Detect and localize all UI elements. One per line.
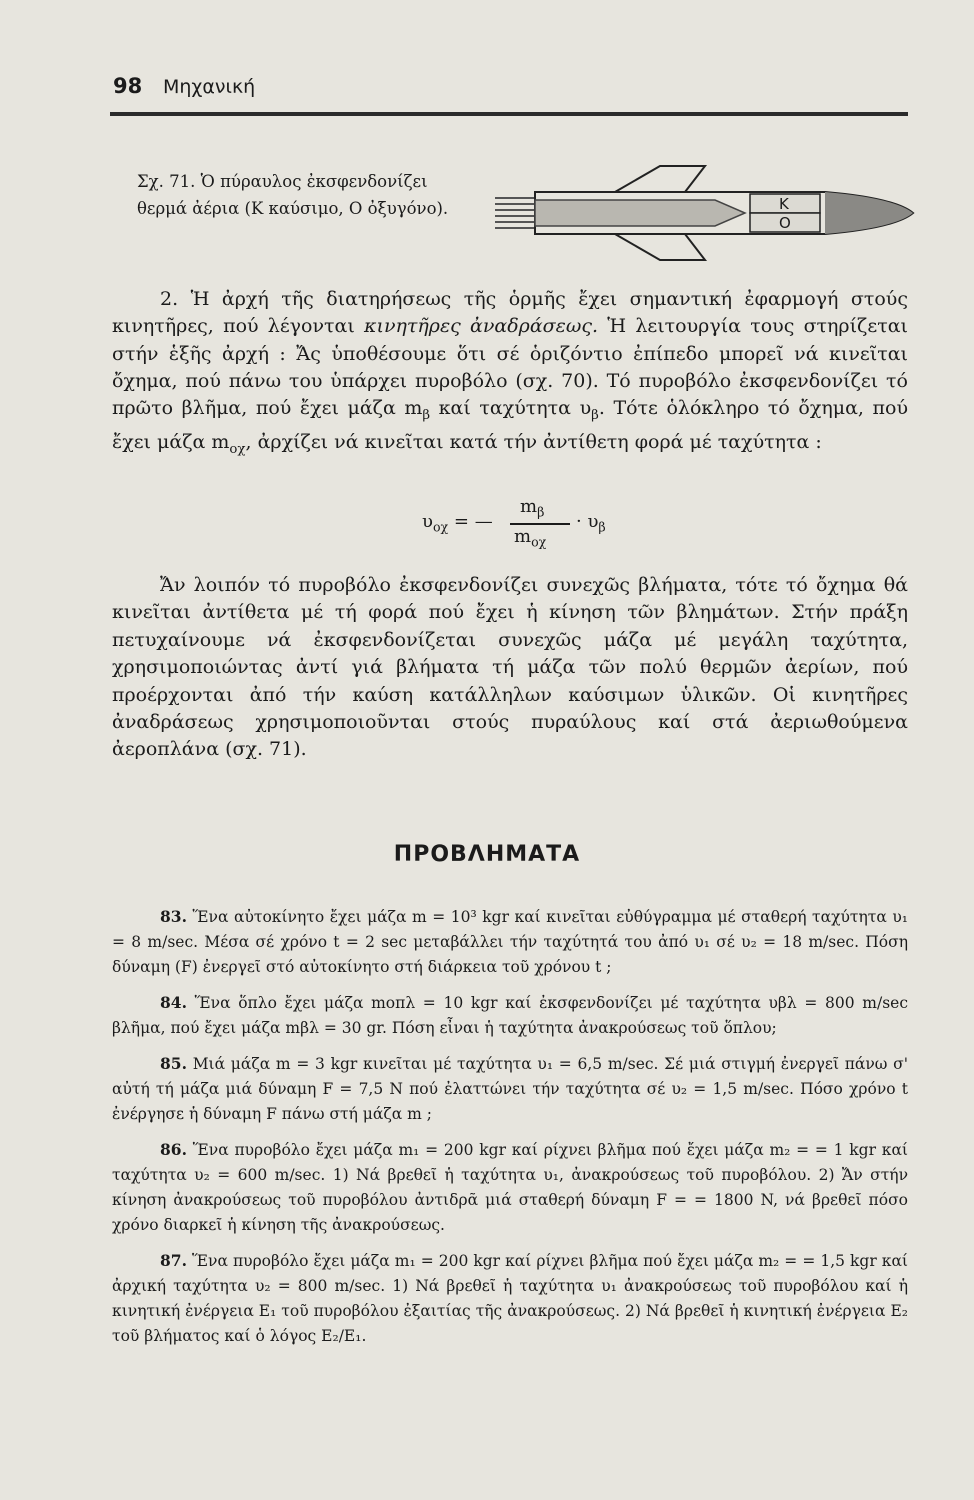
exhaust-gases — [495, 198, 535, 228]
paragraph-2-text: Ἄν λοιπόν τό πυροβόλο ἐκσφενδονίζει συνεχῶς βλήματα, τότε τό ὄχημα θά κινεῖται ἀντίθετα μέ τή φορά πού ἔχει ἡ κίνηση τῶν βλημάτων. Στήν πράξη πετυχαίνουμε νά ἐκσφενδονίζεται συνεχῶς μάζα μέ μεγάλη ταχύτητα, χρησιμοποιώντας ἀντί γιά βλήματα τή μάζα τῶν πολύ θερμῶν ἀερίων, πού προέρχονται ἀπό τήν καύση κατάλληλων καύσιμων ὑλικῶν. Οἱ κινητῆρες ἀναδράσεως χρησιμοποιοῦνται στούς πυραύλους καί στά ἀεριωθούμενα ἀεροπλάνα (σχ. 71). — [112, 574, 908, 761]
formula-numerator: $m_\beta$ — [520, 496, 545, 520]
formula-denominator: $m_{o\chi}$ — [514, 526, 547, 550]
main-paragraph-1 — [112, 286, 908, 463]
problems-heading: ΠΡΟΒΛΗΜΑΤΑ — [393, 842, 581, 867]
paragraph-1-c: καί ταχύτητα υ — [430, 397, 592, 420]
caption-line-2: θερμά ἀέρια (Κ καύσιμο, Ο ὀξυγόνο). — [137, 199, 449, 218]
page-header — [113, 74, 907, 114]
header-rule — [110, 112, 908, 116]
lower-fin — [615, 234, 705, 260]
sub-ox: οχ — [229, 442, 246, 458]
term-reaction-engines: κινητῆρες ἀναδράσεως. — [364, 315, 599, 338]
problem-85: 85. Μιά μάζα m = 3 kgr κινεῖται μέ ταχύτητα υ₁ = 6,5 m/sec. Σέ μιά στιγμή ἐνεργεῖ πάνω σ' αὐτή τή μάζα μιά δύναμη F = 7,5 N πού ἐλαττώνει τήν ταχύτητα σέ υ₂ = 1,5 m/sec. Πόσο χρόνο t ἐνέργησε ἡ δύναμη F πάνω στή μάζα m ; — [112, 1054, 908, 1123]
figure-caption — [137, 168, 477, 222]
paragraph-1-e: , ἀρχίζει νά κινεῖται κατά τήν ἀντίθετη φορά μέ ταχύτητα : — [245, 431, 822, 454]
running-title: Μηχανική — [163, 76, 256, 98]
paragraph-1-start: 2. Ἡ ἀρχή τῆς διατηρήσεως τῆς ὁρμῆς ἔχει σημαντική ἐφαρμογή στούς κινητῆρες, πού λέγονται — [112, 288, 908, 338]
problem-84: 84. Ἕνα ὅπλο ἔχει μάζα mοπλ = 10 kgr καί ἐκσφενδονίζει μέ ταχύτητα υβλ = 800 m/sec βλῆμα, πού ἔχει μάζα mβλ = 30 gr. Πόση εἶναι ἡ ταχύτητα ἀνακρούσεως τοῦ ὅπλου; — [112, 993, 908, 1037]
paragraph-1-middle: Ἡ λειτουργία τους στηρίζεται στήν ἑξῆς ἀρχή : Ἄς ὑποθέσουμε ὅτι σέ ὁριζόντιο ἐπίπεδο μπορεῖ νά κινεῖται ὄχημα, πού πάνω του ὑπάρχει πυροβόλο (σχ. 70). Τό πυροβόλο ἐκσφενδονίζει τό πρῶτο βλῆμα, πού ἔχει μάζα m — [112, 315, 908, 420]
problem-86: 86. Ἕνα πυροβόλο ἔχει μάζα m₁ = 200 kgr καί ρίχνει βλῆμα πού ἔχει μάζα m₂ = = 1 kgr καί ταχύτητα υ₂ = 600 m/sec. 1) Νά βρεθεῖ ἡ ταχύτητα υ₁, ἀνακρούσεως τοῦ πυροβόλου. 2) Ἄν στήν κίνηση ἀνακρούσεως τοῦ πυροβόλου ἀντιδρᾶ μιά σταθερή δύναμη F = = 1800 N, νά βρεθεῖ πόσο χρόνο διαρκεῖ ἡ κίνηση τῆς ἀνακρούσεως. — [112, 1140, 908, 1234]
caption-line-1: Σχ. 71. Ὁ πύραυλος ἐκσφενδονίζει — [137, 172, 428, 191]
paragraph-1-d: . Τότε ὁλόκληρο τό ὄχημα, πού ἔχει μάζα m — [112, 397, 908, 454]
oxygen-label: Ο — [779, 214, 791, 232]
combustion-chamber — [535, 200, 745, 226]
sub-beta-1: β — [422, 407, 431, 423]
sub-beta-2: β — [591, 407, 599, 423]
page-number: 98 — [113, 74, 143, 98]
fuel-label: Κ — [779, 195, 789, 213]
formula-lhs: $\upsilon_{o\chi}$ = — — [422, 511, 493, 535]
rocket-diagram — [495, 158, 915, 268]
velocity-formula — [422, 496, 622, 556]
upper-fin — [615, 166, 705, 192]
formula-rhs: · $\upsilon_\beta$ — [576, 511, 606, 535]
problems-list — [112, 904, 908, 1359]
problem-83: 83. Ἕνα αὐτοκίνητο ἔχει μάζα m = 10³ kgr καί κινεῖται εὐθύγραμμα μέ σταθερή ταχύτητα υ₁ = 8 m/sec. Μέσα σέ χρόνο t = 2 sec μεταβάλλει τήν ταχύτητά του ἀπό υ₁ σέ υ₂ = 18 m/sec. Πόση δύναμη (F) ἐνεργεῖ στό αὐτοκίνητο στή διάρκεια τοῦ χρόνου t ; — [112, 907, 908, 976]
main-paragraph-2 — [112, 572, 908, 764]
fraction-bar — [510, 523, 570, 525]
rocket-nose — [825, 192, 913, 234]
problem-87: 87. Ἕνα πυροβόλο ἔχει μάζα m₁ = 200 kgr καί ρίχνει βλῆμα πού ἔχει μάζα m₂ = = 1,5 kgr καί ἀρχική ταχύτητα υ₂ = 800 m/sec. 1) Νά βρεθεῖ ἡ ταχύτητα υ₁ ἀνακρούσεως τοῦ πυροβόλου καί ἡ κινητική ἐνέργεια E₁ τοῦ πυροβόλου ἐξαιτίας τῆς ἀνακρούσεως. 2) Νά βρεθεῖ ἡ κινητική ἐνέργεια E₂ τοῦ βλήματος καί ὁ λόγος E₂/E₁. — [112, 1251, 908, 1345]
